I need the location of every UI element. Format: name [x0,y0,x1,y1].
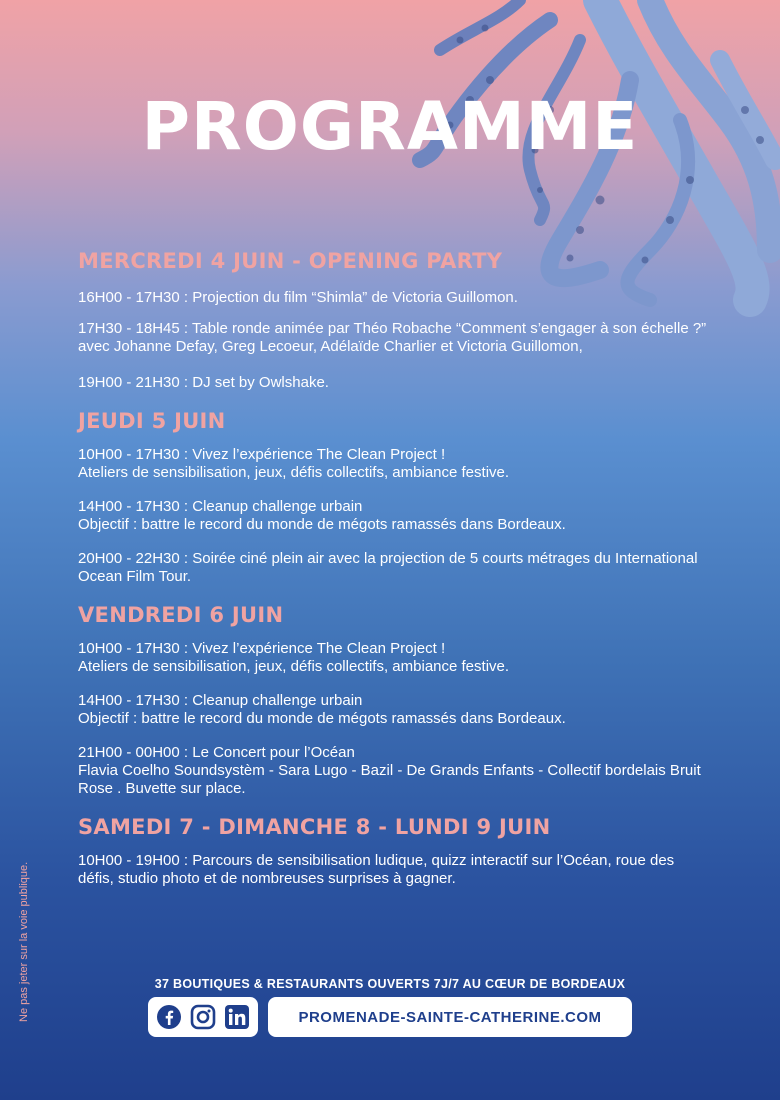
day-block-weekend [78,812,708,888]
footer-tagline: 37 BOUTIQUES & RESTAURANTS OUVERTS 7J/7 AU CŒUR DE BORDEAUX [154,977,626,991]
day-heading: JEUDI 5 JUIN [78,409,226,433]
event-entry: 21H00 - 00H00 : Le Concert pour l’Océan Flavia Coelho Soundsystèm - Sara Lugo - Bazil - De Grands Enfants - Collectif bordelais Bruit Rose . Buvette sur place. [78,744,701,797]
facebook-icon[interactable] [156,1004,182,1030]
event-entry: 19H00 - 21H30 : DJ set by Owlshake. [78,374,329,391]
event-entry: 10H00 - 19H00 : Parcours de sensibilisation ludique, quizz interactif sur l’Océan, roue des défis, studio photo et de nombreuses surprises à gagner. [78,852,675,887]
event-entry: 10H00 - 17H30 : Vivez l’expérience The Clean Project ! Ateliers de sensibilisation, jeux, défis collectifs, ambiance festive. [78,640,510,675]
event-entry: 16H00 - 17H30 : Projection du film “Shimla” de Victoria Guillomon. [78,289,518,306]
event-entry: 20H00 - 22H30 : Soirée ciné plein air avec la projection de 5 courts métrages du International Ocean Film Tour. [78,550,698,585]
day-block-thursday [78,406,708,586]
event-entry: 10H00 - 17H30 : Vivez l’expérience The Clean Project ! Ateliers de sensibilisation, jeux, défis collectifs, ambiance festive. [78,446,510,481]
page-title: PROGRAMME [141,88,639,165]
programme-list [78,246,708,902]
day-heading: SAMEDI 7 - DIMANCHE 8 - LUNDI 9 JUIN [78,815,551,839]
event-entry: 14H00 - 17H30 : Cleanup challenge urbain Objectif : battre le record du monde de mégots ramassés dans Bordeaux. [78,692,566,727]
instagram-icon[interactable] [190,1004,216,1030]
day-block-friday [78,600,708,798]
linkedin-icon[interactable] [224,1004,250,1030]
litter-notice: Ne pas jeter sur la voie publique. [18,861,30,1022]
day-block-wednesday [78,246,708,392]
social-links [148,997,258,1037]
day-heading: VENDREDI 6 JUIN [78,603,284,627]
event-entry: 14H00 - 17H30 : Cleanup challenge urbain Objectif : battre le record du monde de mégots ramassés dans Bordeaux. [78,498,566,533]
website-link[interactable]: PROMENADE-SAINTE-CATHERINE.COM [268,997,632,1037]
event-entry: 17H30 - 18H45 : Table ronde animée par Théo Robache “Comment s’engager à son échelle ?” avec Johanne Defay, Greg Lecoeur, Adélaïde Charlier et Victoria Guillomon, [78,320,707,355]
day-heading: MERCREDI 4 JUIN - OPENING PARTY [78,249,503,273]
